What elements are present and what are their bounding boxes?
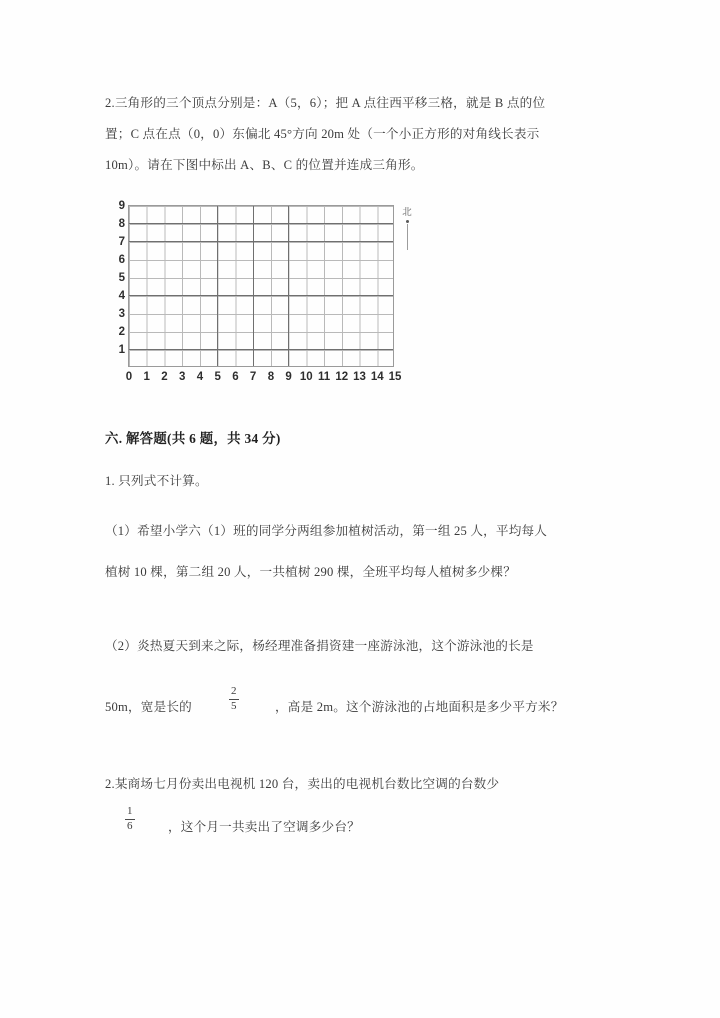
x-axis-label-9: 9 bbox=[285, 371, 292, 383]
coordinate-grid-figure bbox=[104, 198, 414, 388]
question-1-part-2-line-2-before: 50m，宽是长的 bbox=[105, 700, 192, 714]
y-axis-label-4: 4 bbox=[118, 290, 125, 302]
x-axis-label-1: 1 bbox=[143, 371, 150, 383]
y-axis-label-3: 3 bbox=[118, 308, 125, 320]
fraction-denominator: 5 bbox=[231, 699, 237, 712]
y-axis-label-9: 9 bbox=[118, 200, 125, 212]
fraction-numerator: 1 bbox=[127, 805, 133, 817]
north-label: 北 bbox=[402, 207, 412, 218]
question-1-prompt: 1. 只列式不计算。 bbox=[105, 474, 208, 488]
grid-major-line-y7 bbox=[129, 241, 393, 242]
y-axis-label-2: 2 bbox=[118, 326, 125, 338]
grid-major-line-y4 bbox=[129, 295, 393, 296]
grid-major-line-x9 bbox=[288, 206, 289, 366]
grid-major-line-x7 bbox=[253, 206, 254, 366]
x-axis-label-12: 12 bbox=[335, 371, 349, 383]
grid-major-line-y8 bbox=[129, 223, 393, 224]
question-2-line-1: 2.某商场七月份卖出电视机 120 台，卖出的电视机台数比空调的台数少 bbox=[105, 777, 500, 791]
x-axis-label-6: 6 bbox=[232, 371, 239, 383]
section-heading: 六. 解答题(共 6 题，共 34 分) bbox=[105, 431, 281, 446]
fraction-two-fifths bbox=[229, 686, 239, 712]
question-1-part-2-line-2-after: ，高是 2m。这个游泳池的占地面积是多少平方米？ bbox=[275, 700, 564, 714]
x-axis-label-10: 10 bbox=[299, 371, 313, 383]
grid-major-line-x5 bbox=[217, 206, 218, 366]
geometry-question-line-1: 2.三角形的三个顶点分别是：A（5，6）；把 A 点往西平移三格，就是 B 点的位 bbox=[105, 96, 546, 110]
north-arrow-icon bbox=[396, 208, 418, 250]
question-1-part-1-line-1: （1）希望小学六（1）班的同学分两组参加植树活动，第一组 25 人，平均每人 bbox=[105, 524, 548, 538]
north-arrow-head bbox=[406, 220, 409, 223]
north-arrow-shaft bbox=[407, 224, 408, 250]
y-axis-label-8: 8 bbox=[118, 218, 125, 230]
x-axis-label-13: 13 bbox=[353, 371, 366, 383]
x-axis-label-2: 2 bbox=[161, 371, 168, 383]
x-axis-label-0: 0 bbox=[125, 371, 133, 383]
x-axis-label-5: 5 bbox=[214, 371, 221, 383]
x-axis-label-3: 3 bbox=[178, 371, 186, 383]
x-axis-label-8: 8 bbox=[267, 371, 275, 383]
fraction-one-sixth bbox=[125, 806, 135, 832]
x-axis-label-14: 14 bbox=[370, 371, 384, 383]
x-axis-label-11: 11 bbox=[318, 371, 331, 383]
y-axis-label-6: 6 bbox=[118, 254, 125, 266]
y-axis-label-5: 5 bbox=[118, 272, 125, 284]
question-1-part-2-line-1: （2）炎热夏天到来之际，杨经理准备捐资建一座游泳池，这个游泳池的长是 bbox=[105, 639, 534, 653]
y-axis-label-7: 7 bbox=[118, 236, 125, 248]
geometry-question-line-2: 置；C 点在点（0，0）东偏北 45°方向 20m 处（一个小正方形的对角线长表示 bbox=[105, 127, 540, 141]
question-2-line-2-after: ，这个月一共卖出了空调多少台？ bbox=[168, 820, 360, 834]
question-1-part-1-line-2: 植树 10 棵，第二组 20 人，一共植树 290 棵，全班平均每人植树多少棵？ bbox=[105, 565, 516, 579]
fraction-numerator: 2 bbox=[231, 685, 237, 697]
y-axis-label-1: 1 bbox=[118, 344, 125, 356]
fraction-denominator: 6 bbox=[127, 819, 133, 832]
geometry-question-line-3: 10m）。请在下图中标出 A、B、C 的位置并连成三角形。 bbox=[105, 158, 424, 172]
x-axis-label-7: 7 bbox=[249, 371, 257, 383]
x-axis-label-15: 15 bbox=[388, 371, 402, 383]
coordinate-grid bbox=[118, 200, 402, 383]
grid-major-line-y1 bbox=[129, 349, 393, 350]
x-axis-label-4: 4 bbox=[196, 371, 204, 383]
